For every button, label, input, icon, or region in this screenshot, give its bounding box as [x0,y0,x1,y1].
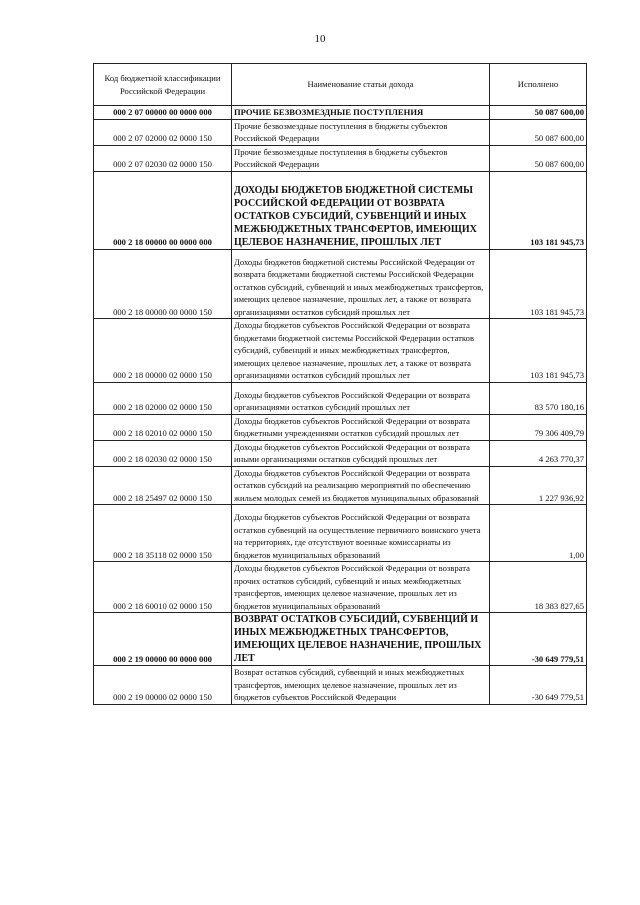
name-cell: Доходы бюджетов субъектов Российской Федерации от возврата иными организациями остатков субсидий прошлых лет [232,440,490,466]
table-row [94,505,587,562]
table-header-row [94,64,587,106]
value-cell: 4 263 770,37 [490,440,587,466]
code-cell: 000 2 19 00000 00 0000 000 [94,613,232,666]
table-row [94,145,587,171]
value-cell: 79 306 409,79 [490,414,587,440]
value-cell: 83 570 180,16 [490,382,587,414]
value-cell: 103 181 945,73 [490,249,587,319]
value-cell: 18 383 827,65 [490,562,587,613]
code-cell: 000 2 07 00000 00 0000 000 [94,106,232,120]
table-row [94,249,587,319]
name-cell: Доходы бюджетов субъектов Российской Федерации от возврата остатков субвенций на осуществление первичного воинского учета на территориях, где отсутствуют военные комиссариаты из бюджетов муниципальных образований [232,505,490,562]
value-cell: 50 087 600,00 [490,145,587,171]
value-cell: 103 181 945,73 [490,319,587,383]
value-cell: -30 649 779,51 [490,613,587,666]
value-cell: 50 087 600,00 [490,119,587,145]
table-row [94,613,587,666]
name-cell: Доходы бюджетов субъектов Российской Федерации от возврата бюджетами бюджетной системы Российской Федерации остатков субсидий, субвенций и иных межбюджетных трансфертов, имеющих целевое назначение, прошлых лет, а также от возврата организациями остатков субсидий прошлых лет [232,319,490,383]
name-cell: Прочие безвозмездные поступления в бюджеты субъектов Российской Федерации [232,119,490,145]
value-cell: 1,00 [490,505,587,562]
name-cell: Доходы бюджетов бюджетной системы Российской Федерации от возврата бюджетами бюджетной системы Российской Федерации остатков субсидий, субвенций и иных межбюджетных трансфертов, имеющих целевое назначение, прошлых лет, а также от возврата организациями остатков субсидий прошлых лет [232,249,490,319]
table-row [94,382,587,414]
name-cell: Возврат остатков субсидий, субвенций и иных межбюджетных трансфертов, имеющих целевое назначение, прошлых лет из бюджетов субъектов Российской Федерации [232,666,490,705]
code-cell: 000 2 07 02000 02 0000 150 [94,119,232,145]
table-row [94,666,587,705]
page-number: 10 [314,33,326,45]
code-cell: 000 2 18 00000 00 0000 150 [94,249,232,319]
name-cell: ДОХОДЫ БЮДЖЕТОВ БЮДЖЕТНОЙ СИСТЕМЫ РОССИЙСКОЙ ФЕДЕРАЦИИ ОТ ВОЗВРАТА ОСТАТКОВ СУБСИДИЙ, СУБВЕНЦИЙ И ИНЫХ МЕЖБЮДЖЕТНЫХ ТРАНСФЕРТОВ, ИМЕЮЩИХ ЦЕЛЕВОЕ НАЗНАЧЕНИЕ, ПРОШЛЫХ ЛЕТ [232,171,490,249]
value-cell: 50 087 600,00 [490,106,587,120]
code-cell: 000 2 18 35118 02 0000 150 [94,505,232,562]
name-cell: ВОЗВРАТ ОСТАТКОВ СУБСИДИЙ, СУБВЕНЦИЙ И ИНЫХ МЕЖБЮДЖЕТНЫХ ТРАНСФЕРТОВ, ИМЕЮЩИХ ЦЕЛЕВОЕ НАЗНАЧЕНИЕ, ПРОШЛЫХ ЛЕТ [232,613,490,666]
table-row [94,466,587,505]
header-value: Исполнено [490,64,587,106]
value-cell: 1 227 936,92 [490,466,587,505]
value-cell: -30 649 779,51 [490,666,587,705]
budget-table [93,63,587,705]
name-cell: Доходы бюджетов субъектов Российской Федерации от возврата прочих остатков субсидий, субвенций и иных межбюджетных трансфертов, имеющих целевое назначение, прошлых лет из бюджетов муниципальных образований [232,562,490,613]
table-row [94,106,587,120]
table-row [94,171,587,249]
code-cell: 000 2 18 02010 02 0000 150 [94,414,232,440]
code-cell: 000 2 18 02030 02 0000 150 [94,440,232,466]
value-cell: 103 181 945,73 [490,171,587,249]
table-row [94,440,587,466]
table-row [94,319,587,383]
table-row [94,414,587,440]
code-cell: 000 2 18 02000 02 0000 150 [94,382,232,414]
name-cell: Прочие безвозмездные поступления в бюджеты субъектов Российской Федерации [232,145,490,171]
name-cell: ПРОЧИЕ БЕЗВОЗМЕЗДНЫЕ ПОСТУПЛЕНИЯ [232,106,490,120]
table-row [94,119,587,145]
code-cell: 000 2 07 02030 02 0000 150 [94,145,232,171]
code-cell: 000 2 18 00000 02 0000 150 [94,319,232,383]
code-cell: 000 2 18 60010 02 0000 150 [94,562,232,613]
code-cell: 000 2 19 00000 02 0000 150 [94,666,232,705]
name-cell: Доходы бюджетов субъектов Российской Федерации от возврата организациями остатков субсидий прошлых лет [232,382,490,414]
header-name: Наименование статьи дохода [232,64,490,106]
code-cell: 000 2 18 25497 02 0000 150 [94,466,232,505]
name-cell: Доходы бюджетов субъектов Российской Федерации от возврата остатков субсидий на реализацию мероприятий по обеспечению жильем молодых семей из бюджетов муниципальных образований [232,466,490,505]
name-cell: Доходы бюджетов субъектов Российской Федерации от возврата бюджетными учреждениями остатков субсидий прошлых лет [232,414,490,440]
table-row [94,562,587,613]
code-cell: 000 2 18 00000 00 0000 000 [94,171,232,249]
header-code: Код бюджетной классификации Российской Федерации [94,64,232,106]
